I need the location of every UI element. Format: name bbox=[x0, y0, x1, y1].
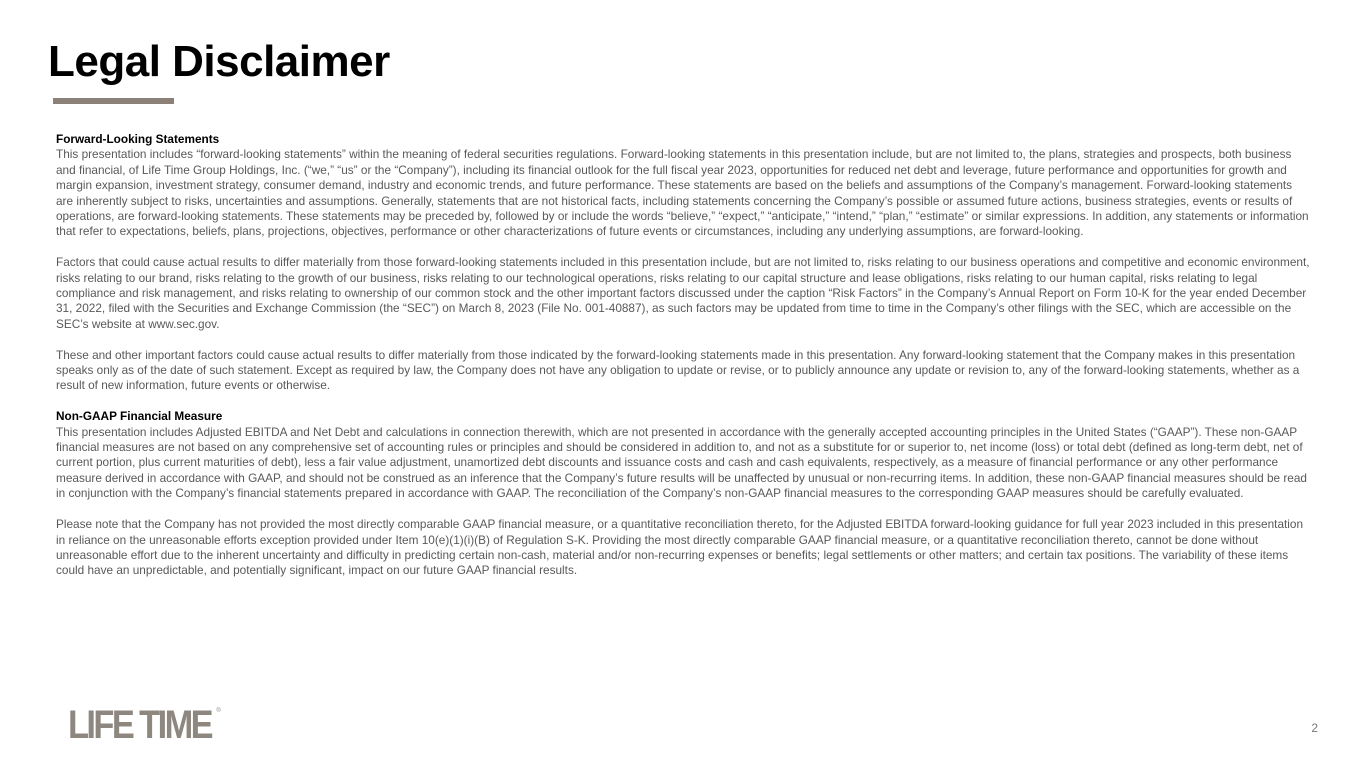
disclaimer-body bbox=[56, 132, 1310, 594]
section-heading-forward-looking: Forward-Looking Statements bbox=[56, 132, 220, 146]
page-title: Legal Disclaimer bbox=[48, 37, 390, 86]
page-number: 2 bbox=[1311, 721, 1318, 735]
paragraph-non-gaap-2: Please note that the Company has not provided the most directly comparable GAAP financial measure, or a quantitative reconciliation thereto, for the Adjusted EBITDA forward-looking guidance for full year 2023 included in this presentation in reliance on the unreasonable efforts exception provided under Item 10(e)(1)(i)(B) of Regulation S-K. Providing the most directly comparable GAAP financial measure, or a quantitative reconciliation thereto, cannot be done without unreasonable effort due to the inherent uncertainty and difficulty in predicting certain non-cash, material and/or non-recurring expenses or benefits; legal settlements or other matters; and certain tax positions. The variability of these items could have an unpredictable, and potentially significant, impact on our future GAAP financial results. bbox=[56, 517, 1304, 578]
life-time-logo bbox=[68, 705, 221, 745]
non-gaap-section bbox=[56, 409, 1310, 578]
registered-mark: ® bbox=[216, 708, 221, 714]
section-heading-non-gaap: Non-GAAP Financial Measure bbox=[56, 409, 223, 424]
paragraph-non-gaap-1: This presentation includes Adjusted EBITDA and Net Debt and calculations in connection therewith, which are not presented in accordance with the generally accepted accounting principles in the United States (“GAAP”). These non-GAAP financial measures are not based on any comprehensive set of accounting rules or principles and should be considered in addition to, and not as a substitute for or superior to, net income (loss) or total debt (defined as long-term debt, net of current portion, plus current maturities of debt), less a fair value adjustment, unamortized debt discounts and issuance costs and cash and cash equivalents, respectively, as a measure of financial performance or any other performance measure derived in accordance with GAAP, and should not be construed as an inference that the Company’s future results will be unaffected by unusual or non-recurring items. In addition, these non-GAAP financial measures should be read in conjunction with the Company’s financial statements prepared in accordance with GAAP. The reconciliation of the Company’s non-GAAP financial measures to the corresponding GAAP measures should be carefully evaluated. bbox=[56, 424, 1307, 501]
paragraph-forward-looking-1: This presentation includes “forward-looking statements” within the meaning of federal securities regulations. Forward-looking statements in this presentation include, but are not limited to, the plans, strategies and prospects, both business and financial, of Life Time Group Holdings, Inc. (“we,” “us” or the “Company”), including its financial outlook for the full fiscal year 2023, opportunities for reduced net debt and leverage, future performance and opportunities for growth and margin expansion, investment strategy, consumer demand, industry and economic trends, and future performance. These statements are based on the beliefs and assumptions of the Company’s management. Forward-looking statements are inherently subject to risks, uncertainties and assumptions. Generally, statements that are not historical facts, including statements concerning the Company’s possible or assumed future actions, business strategies, events or results of operations, are forward-looking statements. These statements may be preceded by, followed by or include the words “believe,” “expect,” “anticipate,” “intend,” “plan,” “estimate” or similar expressions. In addition, any statements or information that refer to expectations, beliefs, plans, projections, objectives, performance or other characterizations of future events or circumstances, including any underlying assumptions, are forward-looking. bbox=[56, 147, 1309, 239]
title-underline bbox=[53, 98, 174, 104]
forward-looking-section bbox=[56, 132, 1310, 394]
paragraph-forward-looking-3: These and other important factors could cause actual results to differ materially from those indicated by the forward-looking statements made in this presentation. Any forward-looking statement that the Company makes in this presentation speaks only as of the date of such statement. Except as required by law, the Company does not have any obligation to update or revise, or to publicly announce any update or revision to, any of the forward-looking statements, whether as a result of new information, future events or otherwise. bbox=[56, 347, 1300, 393]
logo-wordmark: LIFE TIME bbox=[68, 703, 212, 747]
paragraph-forward-looking-2: Factors that could cause actual results to differ materially from those forward-looking statements included in this presentation include, but are not limited to, risks relating to our business operations and competitive and economic environment, risks relating to our brand, risks relating to the growth of our business, risks relating to our technological operations, risks relating to our capital structure and lease obligations, risks relating to our human capital, risks relating to legal compliance and risk management, and risks relating to ownership of our common stock and the other important factors discussed under the caption “Risk Factors” in the Company’s Annual Report on Form 10-K for the year ended December 31, 2022, filed with the Securities and Exchange Commission (the “SEC”) on March 8, 2023 (File No. 001-40887), as such factors may be updated from time to time in the Company’s other filings with the SEC, which are accessible on the SEC’s website at www.sec.gov. bbox=[56, 255, 1310, 331]
